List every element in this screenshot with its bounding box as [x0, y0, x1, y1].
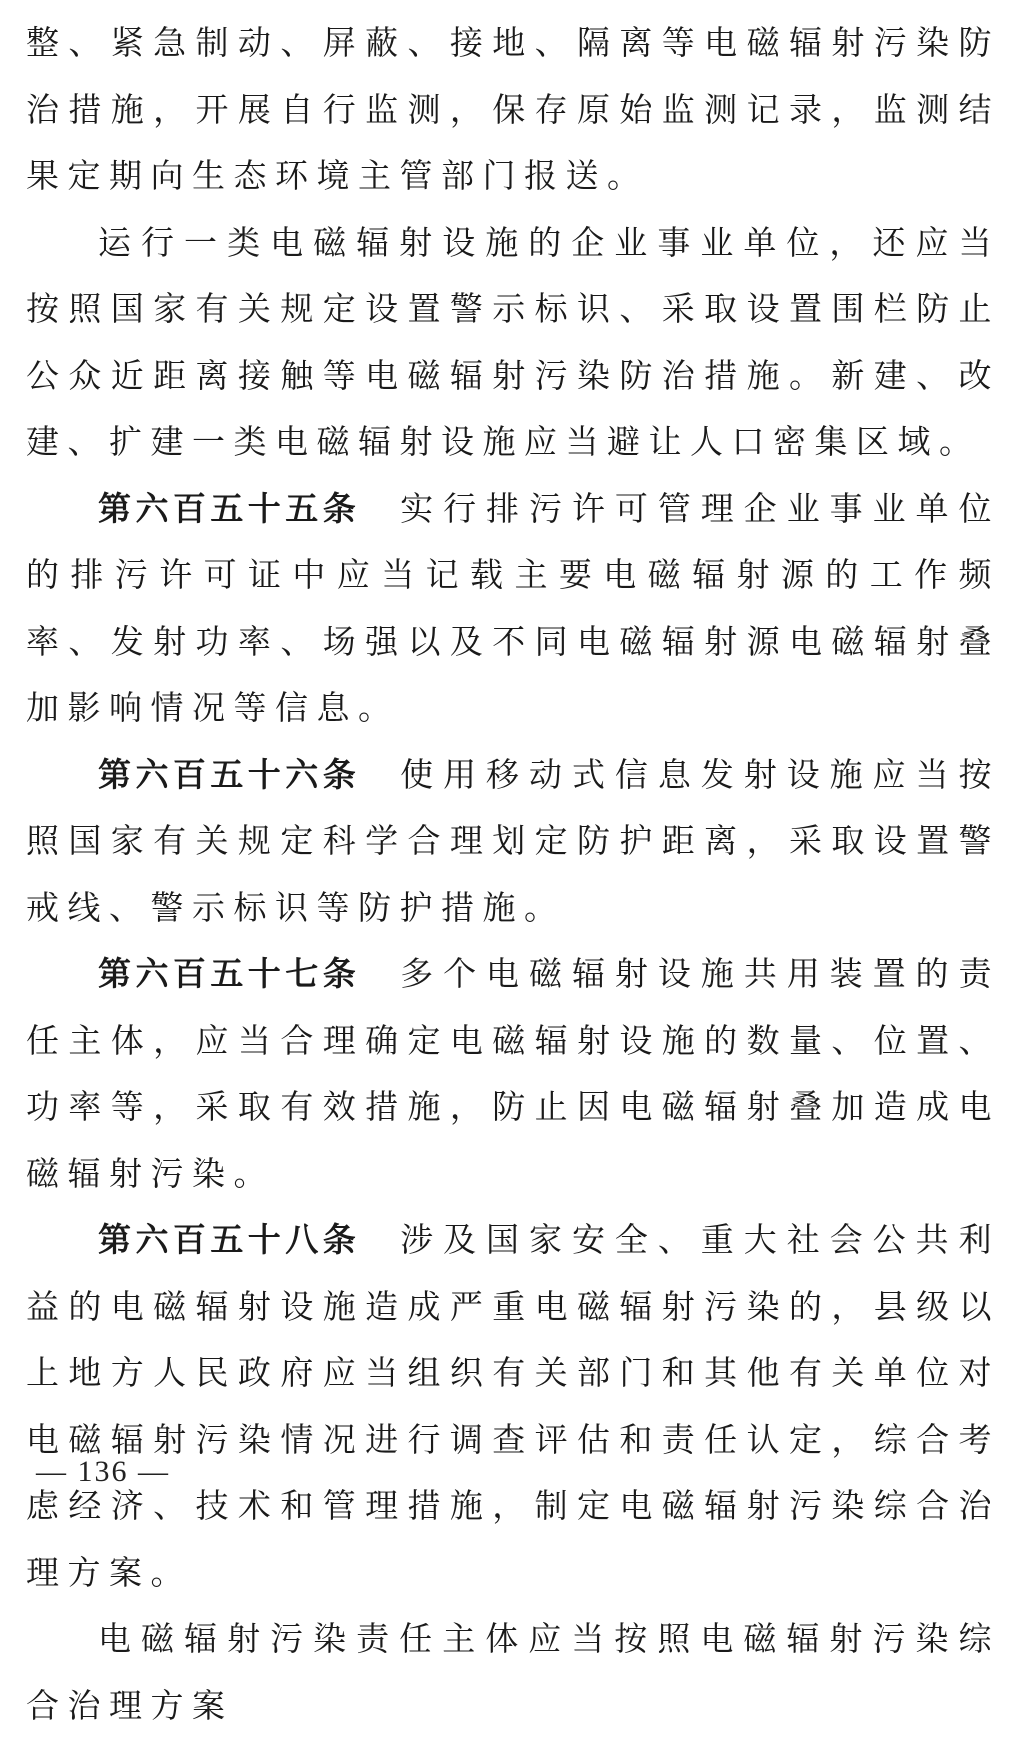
- article-text: 实行排污许可管理企业事业单位的排污许可证中应当记载主要电磁辐射源的工作频率、发射功率、场强以及不同电磁辐射源电磁辐射叠加影响情况等信息。: [26, 488, 1001, 727]
- article-text: 涉及国家安全、重大社会公共利益的电磁辐射设施造成严重电磁辐射污染的，县级以上地方人民政府应当组织有关部门和其他有关单位对电磁辐射污染情况进行调查评估和责任认定，综合考虑经济、技术和管理措施，制定电磁辐射污染综合治理方案。: [26, 1220, 1001, 1592]
- paragraph-text: 整、紧急制动、屏蔽、接地、隔离等电磁辐射污染防治措施，开展自行监测，保存原始监测记录，监测结果定期向生态环境主管部门报送。: [26, 23, 1000, 195]
- page-number: — 136 —: [36, 1455, 170, 1488]
- paragraph-continuation: [26, 0, 1000, 210]
- article-number: 第六百五十七条: [98, 954, 361, 993]
- paragraph: [26, 210, 1000, 476]
- article-657: [26, 941, 1000, 1207]
- article-number: 第六百五十六条: [98, 754, 361, 794]
- article-655: [26, 476, 1000, 742]
- document-page: [26, 0, 1000, 1739]
- article-656: [26, 742, 1000, 942]
- paragraph: [26, 1606, 1000, 1739]
- paragraph-text: 电磁辐射污染责任主体应当按照电磁辐射污染综合治理方案: [26, 1619, 1000, 1725]
- article-658: [26, 1207, 1000, 1606]
- paragraph-text: 运行一类电磁辐射设施的企业事业单位，还应当按照国家有关规定设置警示标识、采取设置围栏防止公众近距离接触等电磁辐射污染防治措施。新建、改建、扩建一类电磁辐射设施应当避让人口密集区域。: [26, 222, 1000, 461]
- article-text: 使用移动式信息发射设施应当按照国家有关规定科学合理划定防护距离，采取设置警戒线、警示标识等防护措施。: [26, 754, 1001, 927]
- article-number: 第六百五十八条: [98, 1220, 361, 1259]
- article-text: 多个电磁辐射设施共用装置的责任主体，应当合理确定电磁辐射设施的数量、位置、功率等，采取有效措施，防止因电磁辐射叠加造成电磁辐射污染。: [26, 954, 1001, 1193]
- article-number: 第六百五十五条: [98, 488, 361, 528]
